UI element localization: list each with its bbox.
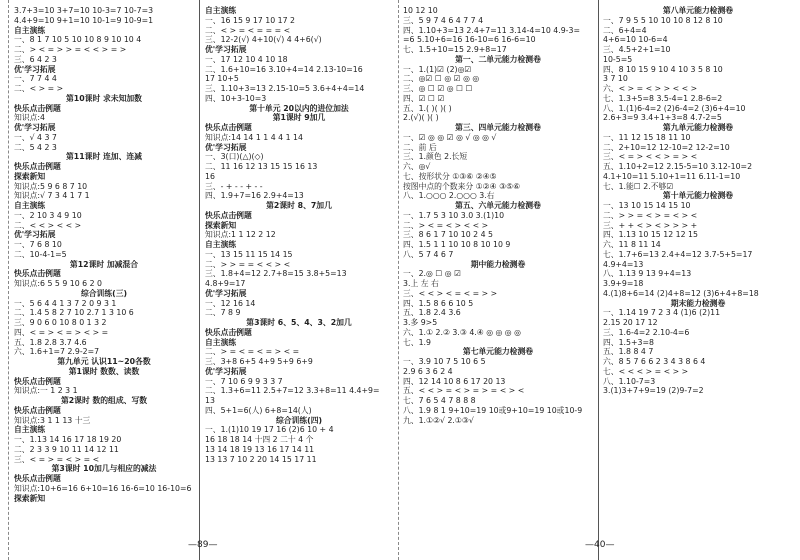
answer-line: 知识点:3 1 1 13 十三 <box>14 415 91 425</box>
section-heading: 探索新知 <box>14 171 46 181</box>
section-heading: 快乐点击例题 <box>14 162 61 171</box>
answer-line: 一、12 16 14 <box>205 298 256 308</box>
answer-line: 二、6+4=4 <box>603 25 647 35</box>
answer-line: 二、1.6+10=16 3.10+4=14 2.13-10=16 <box>205 64 363 74</box>
answer-line: 13 13 7 10 2 20 14 15 17 11 <box>205 454 317 464</box>
answer-line: 四、1.9+7=16 2.9+4=13 <box>205 191 304 201</box>
answer-line: 一、13 15 11 15 14 15 <box>205 249 293 259</box>
answer-line: 三、8 6 1 7 10 10 2 4 5 <box>403 230 493 240</box>
answer-line: 2.15 20 17 12 <box>603 318 658 327</box>
answer-line: 五、< < > = < > = > = < > < <box>403 386 525 396</box>
section-heading: 探索新知 <box>205 220 237 230</box>
answer-line: 一、7 9 5 5 10 10 10 8 12 8 10 <box>603 15 723 25</box>
section-heading: 快乐点击例题 <box>14 269 61 279</box>
answer-line: 16 18 18 14 十四 2 二十 4 个 <box>205 435 314 444</box>
answer-line: 九、1.①②√ 2.①③√ <box>403 415 474 425</box>
answer-line: 三、9 0 6 0 10 8 0 1 3 2 <box>14 318 107 327</box>
answer-line: 一、1.(1)10 19 17 16 (2)6 10 + 4 <box>205 425 334 435</box>
section-heading: 第八单元能力检测卷 <box>662 6 734 15</box>
answer-line: 一、1.14 19 7 2 3 4 (1)6 (2)11 <box>603 308 721 318</box>
answer-line: 一、1.(1)☑ (2)◎☑ <box>403 64 472 74</box>
answer-line: 知识点:1 1 12 2 12 <box>205 230 276 240</box>
answer-line: 六、1.6+1=7 2.9-2=7 <box>14 347 100 357</box>
answer-line: 知识点:10+6=16 6+10=16 16-6=10 16-10=6 <box>14 483 192 493</box>
answer-line: 4.1+10=11 5.10+1=11 6.11-1=10 <box>603 171 741 181</box>
section-heading: 第1课时 9加几 <box>272 113 326 123</box>
answer-line: 一、7 6 8 10 <box>14 240 62 249</box>
answer-line: 五、1.8 8 4 7 <box>603 347 654 357</box>
left-margin-line <box>8 0 9 560</box>
answer-column-3 <box>403 6 593 425</box>
answer-line: 4.(1)8+6=14 (2)4+8=12 (3)6+4+8=18 <box>603 288 759 298</box>
answer-line: 知识点:14 14 1 1 4 4 1 14 <box>205 132 303 142</box>
section-heading: 第3课时 10加几与相应的减法 <box>51 464 157 474</box>
answer-line: 二、前 后 <box>403 142 437 152</box>
answer-line: 三、- + - - + - - <box>205 181 263 191</box>
section-heading: 自主演练 <box>205 240 237 249</box>
answer-line: 八、1.9 8 1 9+10=19 10或9+10=19 10或10-9 <box>403 405 583 415</box>
section-heading: 第1课时 数数、读数 <box>68 366 140 376</box>
section-heading: 优'学习拓展 <box>205 288 247 298</box>
answer-line: 六、1.① 2.② 3.③ 4.④ ◎ ◎ ◎ ◎ <box>403 327 521 337</box>
answer-line: 2.(√)( )( ) <box>403 113 439 123</box>
section-heading: 自主演练 <box>14 425 46 435</box>
answer-line: 二、2 3 3 9 10 11 14 12 11 <box>14 444 119 454</box>
column-divider-left <box>199 0 200 560</box>
page-gutter-divider <box>398 0 399 560</box>
answer-line: 一、7 7 4 4 <box>14 74 57 84</box>
answer-line: 六、< > = < > > < < > <box>603 84 698 93</box>
section-heading: 优'学习拓展 <box>14 64 56 74</box>
answer-line: 七、按形状分 ①③⑥ ②④⑤ <box>403 171 497 181</box>
section-heading: 期末能力检测卷 <box>670 298 726 308</box>
section-heading: 探索新知 <box>14 493 46 503</box>
answer-line: 二、5 4 2 3 <box>14 142 57 152</box>
answer-line: 三、< = > < < > = > < <box>603 152 698 162</box>
answer-line: 三、◎ ☐ ☑ ◎ ☐ ☐ <box>403 84 473 93</box>
answer-line: 七、1.3+5=8 3.5-4=1 2.8-6=2 <box>603 93 723 103</box>
answer-line: 3 7 10 <box>603 74 628 84</box>
section-heading: 自主演练 <box>14 201 46 210</box>
answer-line: 二、> < = > > = < < > = > <box>14 45 127 54</box>
answer-line: 七、1.9 <box>403 337 431 347</box>
answer-line: 2.9 6 3 6 2 4 <box>403 366 453 376</box>
answer-line: 3.上 左 右 <box>403 279 439 288</box>
section-heading: 第2课时 数的组成、写数 <box>60 396 148 405</box>
answer-line: 一、16 15 9 17 10 17 2 <box>205 15 295 25</box>
answer-line: 三、1.颜色 2.长短 <box>403 152 468 162</box>
answer-line: 三、< < > < = < = > > <box>403 288 498 298</box>
answer-line: 一、1.7 5 3 10 3.0 3.(1)10 <box>403 210 505 220</box>
section-heading: 第九单元 认识11~20各数 <box>57 357 151 366</box>
answer-line: 4+6=10 10-6=4 <box>603 35 668 45</box>
answer-line: 六、◎√ <box>403 162 431 171</box>
answer-line: 三、1.10+3=13 2.15-10=5 3.6+4+4=14 <box>205 84 365 93</box>
answer-line: 10-5=5 <box>603 54 633 64</box>
answer-line: 2.6+3=9 3.4+1+3=8 4.7-2=5 <box>603 113 722 123</box>
answer-line: 五、1.10+2=12 2.15-5=10 3.12-10=2 <box>603 162 753 171</box>
answer-line: 二、11 16 12 13 15 15 16 13 <box>205 162 318 171</box>
answer-line: 4.9+4=13 <box>603 259 644 269</box>
answer-column-1 <box>14 6 194 503</box>
answer-line: 知识点:5 9 6 8 7 10 <box>14 181 88 191</box>
answer-line: 四、10+3-10=3 <box>205 93 267 103</box>
answer-line: 二、2+10=12 12-10=2 12-2=10 <box>603 142 730 152</box>
answer-line: 一、☑ ◎ ◎ ☑ ◎ √ ◎ ◎ √ <box>403 132 497 142</box>
section-heading: 第三、四单元能力检测卷 <box>455 123 541 132</box>
answer-line: 三、1.6-4=2 2.10-4=6 <box>603 327 690 337</box>
answer-line: 知识点:6 5 5 9 10 6 2 0 <box>14 279 103 288</box>
section-heading: 优'学习拓展 <box>14 230 56 240</box>
section-heading: 自主演练 <box>205 337 237 347</box>
section-heading: 快乐点击例题 <box>14 405 61 415</box>
section-heading: 期中能力检测卷 <box>470 259 526 269</box>
answer-line: 3.7+3=10 3+7=10 10-3=7 10-7=3 <box>14 6 154 15</box>
section-heading: 自主演练 <box>205 6 237 15</box>
answer-line: 16 <box>205 171 215 181</box>
answer-line: 七、7 6 5 4 7 8 8 8 <box>403 396 476 405</box>
answer-line: 三、12-2(√) 4+10(√) 4 4+6(√) <box>205 35 322 45</box>
column-divider-right <box>598 0 599 560</box>
answer-line: 七、1.7+6=13 2.4+4=12 3.7-5+5=17 <box>603 249 753 259</box>
answer-line: 三、+ + < > < > > > + <box>603 220 698 230</box>
answer-line: 六、11 8 11 14 <box>603 240 661 249</box>
answer-line: 二、< < > < < > <box>14 220 82 230</box>
answer-line: 三、5 9 7 4 6 4 7 7 4 <box>403 15 484 25</box>
answer-line: 一、2.◎ ☐ ◎ ☑ <box>403 269 462 279</box>
answer-line: 一、3.9 10 7 5 10 6 5 <box>403 357 486 366</box>
section-heading: 快乐点击例题 <box>205 210 252 220</box>
section-heading: 快乐点击例题 <box>14 376 61 386</box>
answer-line: 一、11 12 15 18 11 10 <box>603 132 691 142</box>
answer-line: 知识点:√ 7 3 4 1 7 1 <box>14 191 90 201</box>
answer-line: 二、< > = < = = = < <box>205 25 291 35</box>
section-heading: 第十单元能力检测卷 <box>662 191 734 201</box>
answer-line: 四、1.5 1 1 10 10 8 10 10 9 <box>403 240 511 249</box>
answer-line: 三、4.5+2+1=10 <box>603 45 671 54</box>
answer-line: 一、13 10 15 14 15 10 <box>603 201 691 210</box>
section-heading: 快乐点击例题 <box>205 123 252 132</box>
answer-line: 按图中点的个数来分 ①②④ ③⑤⑥ <box>403 181 521 191</box>
answer-line: 八、5 7 4 6 7 <box>403 249 454 259</box>
answer-line: =6 5.10+6=16 16-10=6 16-6=10 <box>403 35 536 45</box>
answer-line: 知识点:4 <box>14 113 45 123</box>
answer-line: 3.(1)3+7+9=19 (2)9-7=2 <box>603 386 704 396</box>
answer-line: 四、< = > < = > < > = <box>14 327 109 337</box>
section-heading: 第一、二单元能力检测卷 <box>455 54 541 64</box>
answer-line: 二、< > = > <box>14 84 64 93</box>
section-heading: 第12课时 加减混合 <box>69 259 139 269</box>
section-heading: 快乐点击例题 <box>205 327 252 337</box>
section-heading: 优'学习拓展 <box>205 45 247 54</box>
answer-line: 三、3+8 6+5 4+9 5+9 6+9 <box>205 357 313 366</box>
answer-column-4 <box>603 6 793 396</box>
section-heading: 优'学习拓展 <box>205 142 247 152</box>
answer-line: 二、> > = = < < > < <box>205 259 291 269</box>
section-heading: 自主演练 <box>14 25 46 35</box>
answer-line: 一、1.13 14 16 17 18 19 20 <box>14 435 122 444</box>
answer-line: 13 14 18 19 13 16 17 14 11 <box>205 444 315 454</box>
answer-line: 四、1.5 8 6 6 10 5 <box>403 298 474 308</box>
section-heading: 综合训练(四) <box>275 415 323 425</box>
answer-line: 二、7 8 9 <box>205 308 241 318</box>
answer-line: 一、7 10 6 9 9 3 3 7 <box>205 376 283 386</box>
section-heading: 第10课时 求未知加数 <box>66 93 142 103</box>
answer-line: 二、> < = < > < < > <box>403 220 489 230</box>
answer-line: 六、8 5 7 6 6 2 3 4 3 8 6 4 <box>603 357 706 366</box>
answer-line: 一、5 6 4 4 1 3 7 2 0 9 3 1 <box>14 298 117 308</box>
answer-line: 八、1.10-7=3 <box>603 376 656 386</box>
answer-line: 七、< < < > = < > > <box>603 366 689 376</box>
section-heading: 快乐点击例题 <box>14 474 61 483</box>
answer-line: 4.8+9=17 <box>205 279 246 288</box>
section-heading: 快乐点击例题 <box>14 103 61 113</box>
section-heading: 综合训练(三) <box>80 288 128 298</box>
answer-line: 一、√ 4 3 7 <box>14 132 57 142</box>
answer-line: 4.4+9=10 9+1=10 10-1=9 10-9=1 <box>14 15 154 25</box>
section-heading: 第11课时 连加、连减 <box>66 152 142 162</box>
answer-line: 七、1.能☐ 2.不够☑ <box>603 181 674 191</box>
answer-line: 一、2 10 3 4 9 10 <box>14 210 82 220</box>
answer-line: 二、> = < = < = > < = <box>205 347 300 357</box>
answer-line: 八、1.○○○ 2.○○○ 3.右 <box>403 191 495 201</box>
answer-line: 二、> > = < > = < > < <box>603 210 698 220</box>
answer-line: 四、12 14 10 8 6 17 20 13 <box>403 376 506 386</box>
answer-line: 13 <box>205 396 215 405</box>
section-heading: 第十单元 20以内的进位加法 <box>249 103 349 113</box>
page-number-right: —40— <box>585 540 615 550</box>
answer-line: 五、1.8 2.4 3.6 <box>403 308 461 318</box>
section-heading: 优'学习拓展 <box>14 123 56 132</box>
answer-line: 四、☑ ☐ ☑ <box>403 93 445 103</box>
answer-line: 四、1.5+3=8 <box>603 337 654 347</box>
answer-line: 二、10-4-1=5 <box>14 249 67 259</box>
answer-line: 3.多 9>5 <box>403 318 438 327</box>
answer-line: 一、17 12 10 4 10 18 <box>205 54 288 64</box>
page-number-left: —89— <box>188 540 218 550</box>
answer-column-2 <box>205 6 393 464</box>
section-heading: 第七单元能力检测卷 <box>462 347 534 357</box>
answer-line: 八、1.(1)6-4=2 (2)6-4=2 (3)6+4=10 <box>603 103 746 113</box>
answer-line: 17 10+5 <box>205 74 239 84</box>
answer-line: 10 12 10 <box>403 6 438 15</box>
section-heading: 第五、六单元能力检测卷 <box>455 201 541 210</box>
answer-line: 二、◎☑ ☐ ◎ ☑ ◎ ◎ <box>403 74 480 84</box>
answer-line: 八、1.13 9 13 9+4=13 <box>603 269 692 279</box>
answer-line: 三、6 4 2 3 <box>14 54 57 64</box>
answer-line: 四、1.10+3=13 2.4+7=11 3.14-4=10 4.9-3= <box>403 25 580 35</box>
answer-line: 三、1.8+4=12 2.7+8=15 3.8+5=13 <box>205 269 347 279</box>
answer-line: 一、3(口)(△)(◇) <box>205 152 264 162</box>
answer-line: 七、1.5+10=15 2.9+8=17 <box>403 45 507 54</box>
answer-line: 3.9+9=18 <box>603 279 644 288</box>
answer-line: 二、1.3+6=11 2.5+7=12 3.3+8=11 4.4+9= <box>205 386 380 396</box>
answer-line: 四、8 10 15 9 10 4 10 3 5 8 10 <box>603 64 723 74</box>
answer-line: 知识点:一 1 2 3 1 <box>14 386 78 396</box>
answer-line: 四、5+1=6(人) 6+8=14(人) <box>205 405 312 415</box>
answer-line: 三、< = > = < > = < <box>14 454 100 464</box>
section-heading: 第3课时 6、5、4、3、2加几 <box>246 318 352 327</box>
section-heading: 第2课时 8、7加几 <box>266 201 332 210</box>
answer-line: 一、8 1 7 10 5 10 10 8 9 10 10 4 <box>14 35 142 45</box>
answer-line: 四、1.13 10 15 12 12 15 <box>603 230 698 240</box>
answer-line: 五、1.( )( )( ) <box>403 103 452 113</box>
answer-line: 二、1.4 5 8 2 7 10 2.7 1 3 10 6 <box>14 308 134 318</box>
section-heading: 优'学习拓展 <box>205 366 247 376</box>
section-heading: 第九单元能力检测卷 <box>662 123 734 132</box>
answer-line: 五、1.8 2.8 3.7 4.6 <box>14 337 87 347</box>
